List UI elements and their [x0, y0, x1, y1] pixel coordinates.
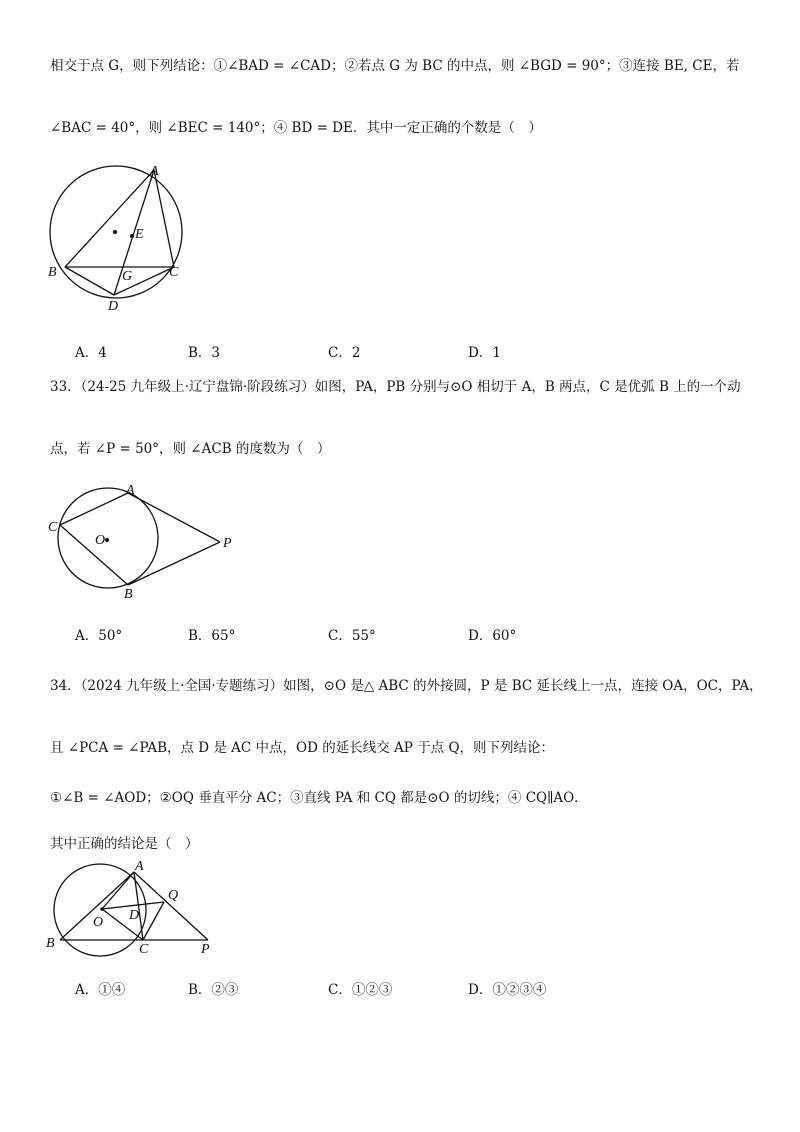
- q33-option-d[interactable]: D．60°: [468, 628, 517, 644]
- q33-label-b: B: [124, 587, 133, 602]
- q33-text-line-2: 点，若 ∠P = 50°，则 ∠ACB 的度数为（ ）: [50, 441, 331, 457]
- q32-label-e: E: [135, 227, 144, 242]
- q34-segment-ap: [134, 872, 208, 940]
- q32-center-dot: [113, 230, 117, 234]
- q32-option-a[interactable]: A．4: [75, 345, 107, 361]
- q33-center-dot: [105, 538, 109, 542]
- q32-label-c: C: [169, 265, 179, 280]
- q33-label-p: P: [223, 536, 232, 551]
- q33-tangent-pb: [128, 542, 220, 585]
- q32-label-d: D: [108, 299, 119, 314]
- q32-point-e: [130, 234, 134, 238]
- q34-center-dot: [100, 907, 104, 911]
- q32-label-g: G: [122, 269, 133, 284]
- q34-option-d[interactable]: D．①②③④: [468, 982, 547, 998]
- q33-option-a[interactable]: A．50°: [75, 628, 123, 644]
- q33-option-c[interactable]: C．55°: [328, 628, 376, 644]
- q32-segment-ad: [114, 170, 154, 295]
- q34-label-o: O: [93, 915, 104, 930]
- q34-text-line-4: 其中正确的结论是（ ）: [50, 836, 199, 852]
- q34-option-a[interactable]: A．①④: [75, 982, 126, 998]
- q34-text-line-2: 且 ∠PCA = ∠PAB，点 D 是 AC 中点，OD 的延长线交 AP 于点 Q，则下列结论：: [50, 740, 555, 756]
- q33-label-c: C: [48, 520, 58, 535]
- q34-option-c[interactable]: C．①②③: [328, 982, 393, 998]
- q33-chord-cb: [60, 525, 128, 585]
- q34-label-q: Q: [168, 888, 179, 903]
- q32-label-b: B: [48, 265, 57, 280]
- q32-label-a: A: [150, 164, 159, 179]
- q33-text-line-1: 33．（24-25 九年级上·辽宁盘锦·阶段练习）如图，PA，PB 分别与⊙O 相切于 A，B 两点，C 是优弧 B 上的一个动: [50, 379, 741, 395]
- q34-figure: [40, 855, 220, 960]
- q33-figure: [40, 478, 240, 603]
- q34-segment-ac: [134, 872, 143, 940]
- q33-chord-ca: [60, 493, 128, 525]
- q34-label-d: D: [129, 908, 140, 923]
- q32-option-b[interactable]: B．3: [188, 345, 221, 361]
- q33-option-b[interactable]: B．65°: [188, 628, 236, 644]
- q34-text-line-1: 34．（2024 九年级上·全国·专题练习）如图，⊙O 是△ ABC 的外接圆，P 是 BC 延长线上一点，连接 OA，OC，PA，: [50, 678, 763, 694]
- q32-option-d[interactable]: D．1: [468, 345, 501, 361]
- q34-label-c: C: [139, 942, 149, 957]
- q32-triangle: [65, 170, 174, 267]
- q34-text-line-3: ①∠B = ∠AOD；②OQ 垂直平分 AC；③直线 PA 和 CQ 都是⊙O 的切线；④ CQ∥AO．: [50, 790, 588, 806]
- q34-label-b: B: [46, 936, 55, 951]
- q34-label-p: P: [201, 942, 210, 957]
- q32-text-line-1: 相交于点 G，则下列结论：①∠BAD = ∠CAD；②若点 G 为 BC 的中点，则 ∠BGD = 90°；③连接 BE, CE，若: [50, 58, 740, 74]
- q33-tangent-pa: [128, 493, 220, 542]
- q32-text-line-2: ∠BAC = 40°，则 ∠BEC = 140°；④ BD = DE．其中一定正确的个数是（ ）: [50, 120, 542, 136]
- q32-option-c[interactable]: C．2: [328, 345, 361, 361]
- q34-label-a: A: [135, 859, 144, 874]
- q34-option-b[interactable]: B．②③: [188, 982, 239, 998]
- q33-label-o: O: [95, 533, 106, 548]
- q34-segment-oa: [102, 872, 134, 909]
- q32-figure: [40, 160, 240, 320]
- q33-label-a: A: [126, 483, 135, 498]
